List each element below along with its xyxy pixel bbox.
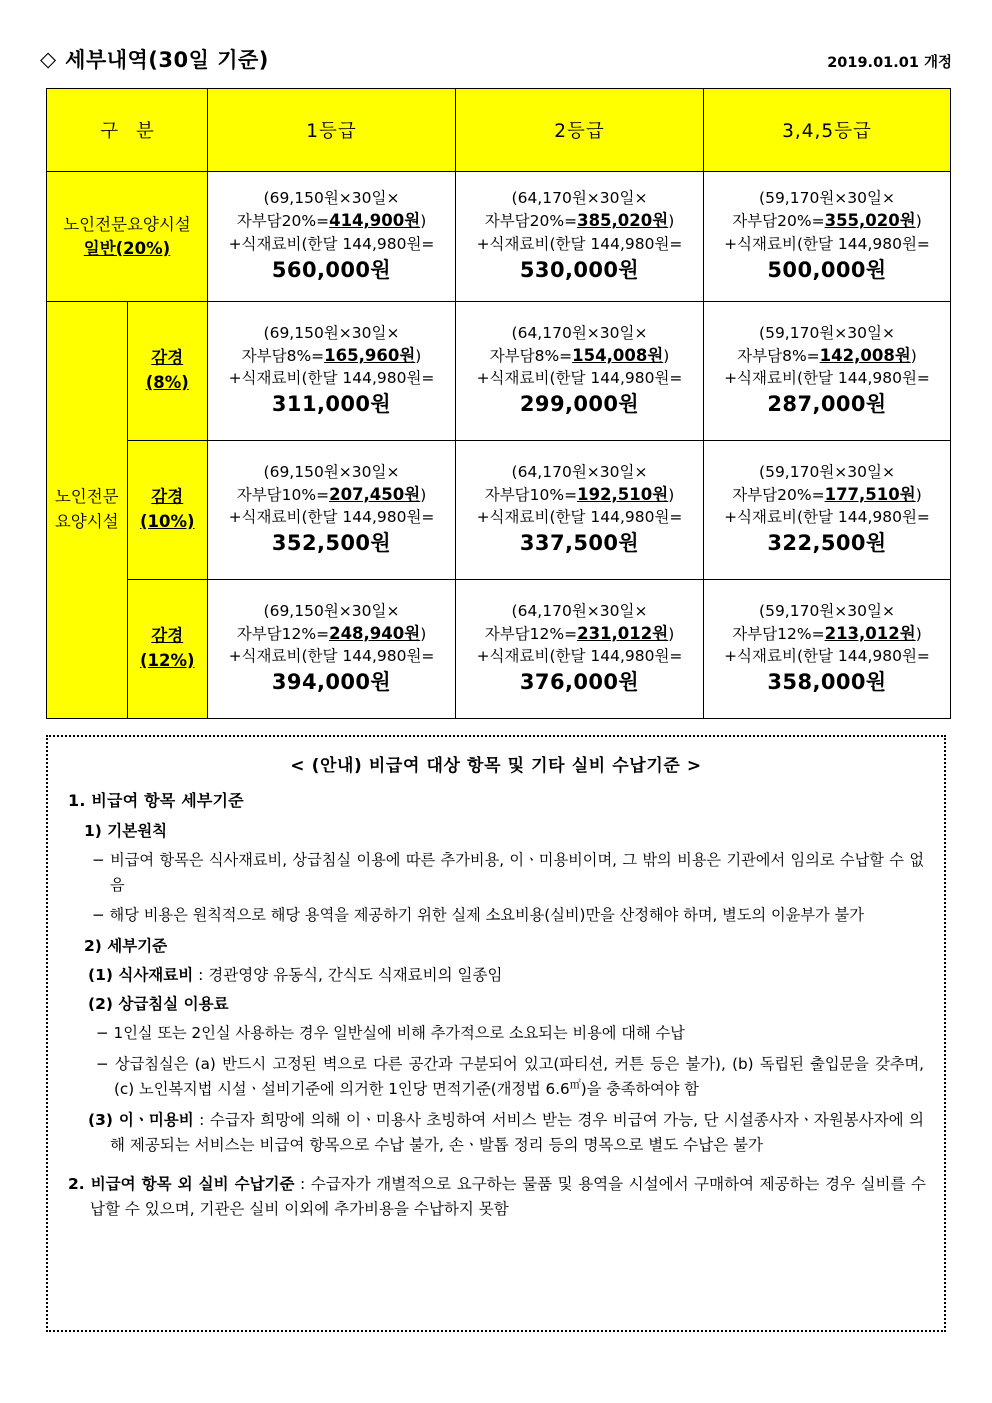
row-group-label-line2: 요양시설 [54, 512, 119, 531]
calc-copay-amount: 207,450원 [329, 484, 421, 504]
calc-copay-amount: 231,012원 [577, 623, 669, 643]
calc-copay-amount: 192,510원 [577, 484, 669, 504]
calc-copay-label: 자부담10%= [236, 485, 330, 504]
notice-sub-1-heading: 1) 기본원칙 [84, 822, 168, 840]
calc-paren: ) [663, 346, 670, 365]
notice-section-2-label: 2. 비급여 항목 외 실비 수납기준 [68, 1175, 295, 1194]
calc-paren: ) [668, 624, 675, 643]
diamond-bullet-icon: ◇ [40, 46, 57, 71]
calc-copay-amount: 142,008원 [819, 345, 911, 365]
cell-reduced12-grade2 [456, 580, 704, 719]
calc-copay-label: 자부담20%= [484, 212, 578, 231]
calc-line-2 [456, 344, 703, 367]
calc-line-3: +식재료비(한달 144,980원= [724, 369, 930, 388]
calc-line-3: +식재료비(한달 144,980원= [476, 647, 683, 666]
notice-sub-2-heading: 2) 세부기준 [84, 936, 168, 955]
cell-reduced8-grade1 [208, 302, 456, 441]
row-label-reduced10-line1: 감경 [151, 487, 184, 507]
calc-total: 358,000원 [767, 670, 887, 695]
calc-line-1: (64,170원×30일× [511, 323, 648, 342]
row-label-general-line2: 일반(20%) [83, 238, 171, 258]
calc-copay-amount: 355,020원 [824, 211, 916, 231]
calc-total: 322,500원 [767, 531, 887, 556]
row-label-reduced10 [127, 441, 208, 580]
calc-line-1: (59,170원×30일× [759, 189, 895, 208]
notice-item-3 [88, 1108, 930, 1158]
calc-copay-amount: 414,900원 [329, 211, 421, 231]
cell-reduced10-grade1 [208, 441, 456, 580]
calc-total: 500,000원 [767, 257, 887, 282]
calc-total: 352,500원 [271, 531, 392, 556]
calc-paren: ) [420, 485, 427, 504]
calc-total: 376,000원 [519, 670, 640, 695]
calc-total: 287,000원 [767, 392, 887, 417]
document-header [40, 38, 952, 74]
row-label-general-line1: 노인전문요양시설 [63, 214, 191, 234]
cell-general20-grade2 [456, 172, 704, 302]
calc-line-3: +식재료비(한달 144,980원= [228, 369, 435, 388]
calc-copay-amount: 213,012원 [824, 623, 916, 643]
notice-item-2: (2) 상급침실 이용료 [88, 994, 229, 1013]
row-label-reduced8-line2: (8%) [145, 373, 189, 392]
table-row-reduced12 [47, 580, 951, 719]
calc-total: 560,000원 [271, 257, 392, 282]
calc-paren: ) [915, 624, 922, 643]
calc-line-1: (59,170원×30일× [759, 323, 895, 342]
page-title-text: 세부내역(30일 기준) [65, 48, 269, 72]
table-row-reduced10 [47, 441, 951, 580]
notice-bullet-1: − 비급여 항목은 식사재료비, 상급침실 이용에 따른 추가비용, 이ㆍ미용비이며, 그 밖의 비용은 기관에서 임의로 수납할 수 없음 [92, 851, 924, 894]
calc-copay-label: 자부담12%= [236, 624, 330, 643]
calc-paren: ) [415, 346, 422, 365]
cell-reduced12-grade345 [704, 580, 951, 719]
cell-reduced8-grade2 [456, 302, 704, 441]
calc-line-2 [704, 344, 950, 367]
notice-section-2-text: : 수급자가 개별적으로 요구하는 물품 및 용역을 시설에서 구매하여 제공하는 경우 실비를 수납할 수 있으며, 기관은 실비 이외에 추가비용을 수납하지 못함 [90, 1175, 926, 1219]
calc-copay-label: 자부담20%= [236, 212, 330, 231]
calc-copay-amount: 165,960원 [324, 345, 416, 365]
calc-paren: ) [420, 624, 427, 643]
notice-item-2-bullet-2 [62, 1052, 930, 1102]
table-row-reduced8 [47, 302, 951, 441]
row-label-reduced8 [127, 302, 208, 441]
column-header-grade2: 2등급 [456, 89, 704, 172]
calc-line-1: (59,170원×30일× [759, 462, 895, 481]
notice-item-2-bullet-1: − 1인실 또는 2인실 사용하는 경우 일반실에 비해 추가적으로 소요되는 비용에 대해 수납 [96, 1023, 685, 1042]
calc-line-1: (69,150원×30일× [263, 462, 400, 481]
revision-date: 2019.01.01 개정 [827, 55, 952, 71]
calc-line-2 [208, 344, 455, 367]
calc-total: 311,000원 [271, 392, 392, 417]
row-label-reduced10-line2: (10%) [139, 512, 195, 531]
calc-line-2 [456, 622, 703, 645]
calc-copay-label: 자부담20%= [732, 485, 825, 504]
calc-line-3: +식재료비(한달 144,980원= [724, 234, 930, 253]
calc-line-3: +식재료비(한달 144,980원= [476, 508, 683, 527]
column-header-grade1: 1등급 [208, 89, 456, 172]
calc-copay-label: 자부담8%= [737, 346, 820, 365]
cell-general20-grade1 [208, 172, 456, 302]
calc-line-3: +식재료비(한달 144,980원= [228, 234, 435, 253]
calc-line-2 [704, 483, 950, 506]
calc-paren: ) [915, 485, 922, 504]
calc-paren: ) [420, 212, 427, 231]
calc-copay-label: 자부담12%= [732, 624, 825, 643]
row-label-general [47, 172, 208, 302]
calc-line-1: (59,170원×30일× [759, 601, 895, 620]
notice-box [46, 735, 946, 1332]
table-header [47, 89, 951, 172]
calc-paren: ) [668, 212, 675, 231]
calc-paren: ) [910, 346, 917, 365]
notice-item-1-text: : 경관영양 유동식, 간식도 식재료비의 일종임 [193, 965, 503, 984]
page-title [40, 44, 269, 74]
calc-copay-label: 자부담10%= [484, 485, 578, 504]
calc-copay-label: 자부담20%= [732, 212, 825, 231]
calc-line-1: (69,150원×30일× [263, 189, 400, 208]
calc-total: 337,500원 [519, 531, 640, 556]
cell-general20-grade345 [704, 172, 951, 302]
calc-total: 530,000원 [519, 257, 640, 282]
notice-section-1-heading: 1. 비급여 항목 세부기준 [68, 791, 244, 810]
row-group-label-line1: 노인전문 [54, 487, 119, 507]
calc-line-2 [208, 209, 455, 232]
cell-reduced12-grade1 [208, 580, 456, 719]
calc-line-2 [704, 622, 950, 645]
fee-detail-table [46, 88, 951, 719]
notice-area-unit: ㎡ [569, 1078, 581, 1092]
calc-line-1: (64,170원×30일× [511, 601, 648, 620]
calc-line-2 [208, 483, 455, 506]
notice-item-1-label: (1) 식사재료비 [88, 965, 194, 984]
row-label-reduced12-line1: 감경 [151, 626, 184, 646]
calc-line-2 [456, 483, 703, 506]
calc-line-2 [704, 209, 950, 232]
row-label-reduced8-line1: 감경 [151, 348, 184, 368]
notice-item-1 [88, 963, 930, 985]
column-header-grade345: 3,4,5등급 [704, 89, 951, 172]
calc-total: 394,000원 [271, 670, 392, 695]
calc-line-3: +식재료비(한달 144,980원= [724, 508, 930, 527]
calc-copay-label: 자부담8%= [241, 346, 325, 365]
calc-copay-label: 자부담8%= [489, 346, 573, 365]
cell-reduced8-grade345 [704, 302, 951, 441]
row-label-reduced12 [127, 580, 208, 719]
calc-copay-amount: 154,008원 [572, 345, 664, 365]
notice-item-3-text: : 수급자 희망에 의해 이ㆍ미용사 초빙하여 서비스 받는 경우 비급여 가능, 단 시설종사자ㆍ자원봉사자에 의해 제공되는 서비스는 비급여 항목으로 수납 불가, 손ㆍ발톱 정리 등의 명목으로 별도 수납은 불가 [110, 1110, 924, 1154]
table-body [47, 172, 951, 719]
cell-reduced10-grade2 [456, 441, 704, 580]
table-row-general20 [47, 172, 951, 302]
calc-line-1: (69,150원×30일× [263, 323, 400, 342]
calc-line-2 [456, 209, 703, 232]
row-label-reduced12-line2: (12%) [139, 651, 195, 670]
notice-section-2 [68, 1172, 930, 1222]
column-header-gubun: 구 분 [47, 89, 208, 172]
notice-item-3-label: (3) 이ㆍ미용비 [88, 1110, 194, 1129]
calc-line-3: +식재료비(한달 144,980원= [476, 234, 683, 253]
calc-line-1: (64,170원×30일× [511, 189, 648, 208]
calc-copay-amount: 248,940원 [329, 623, 421, 643]
calc-total: 299,000원 [519, 392, 640, 417]
calc-paren: ) [915, 212, 922, 231]
table-header-row [47, 89, 951, 172]
calc-line-3: +식재료비(한달 144,980원= [476, 369, 683, 388]
row-group-label-facility [47, 302, 128, 719]
calc-paren: ) [668, 485, 675, 504]
calc-line-3: +식재료비(한달 144,980원= [228, 647, 435, 666]
calc-copay-label: 자부담12%= [484, 624, 578, 643]
notice-bullet-2: − 해당 비용은 원칙적으로 해당 용역을 제공하기 위한 실제 소요비용(실비)만을 산정해야 하며, 별도의 이윤부가 불가 [92, 906, 864, 925]
calc-copay-amount: 177,510원 [824, 484, 916, 504]
notice-item-2-bullet-2-part-b: )을 충족하여야 함 [580, 1080, 699, 1099]
cell-reduced10-grade345 [704, 441, 951, 580]
calc-line-3: +식재료비(한달 144,980원= [228, 508, 435, 527]
calc-line-2 [208, 622, 455, 645]
calc-line-3: +식재료비(한달 144,980원= [724, 647, 930, 666]
notice-item-2-bullet-2-part-a: − 상급침실은 (a) 반드시 고정된 벽으로 다른 공간과 구분되어 있고(파티션, 커튼 등은 불가), (b) 독립된 출입문을 갖추며, (c) 노인복지법 시설ㆍ설비기준에 의거한 1인당 면적기준(개정법 6.6 [96, 1054, 924, 1099]
calc-copay-amount: 385,020원 [577, 211, 669, 231]
notice-title: < (안내) 비급여 대상 항목 및 기타 실비 수납기준 > [290, 756, 702, 776]
calc-line-1: (64,170원×30일× [511, 462, 648, 481]
calc-line-1: (69,150원×30일× [263, 601, 400, 620]
